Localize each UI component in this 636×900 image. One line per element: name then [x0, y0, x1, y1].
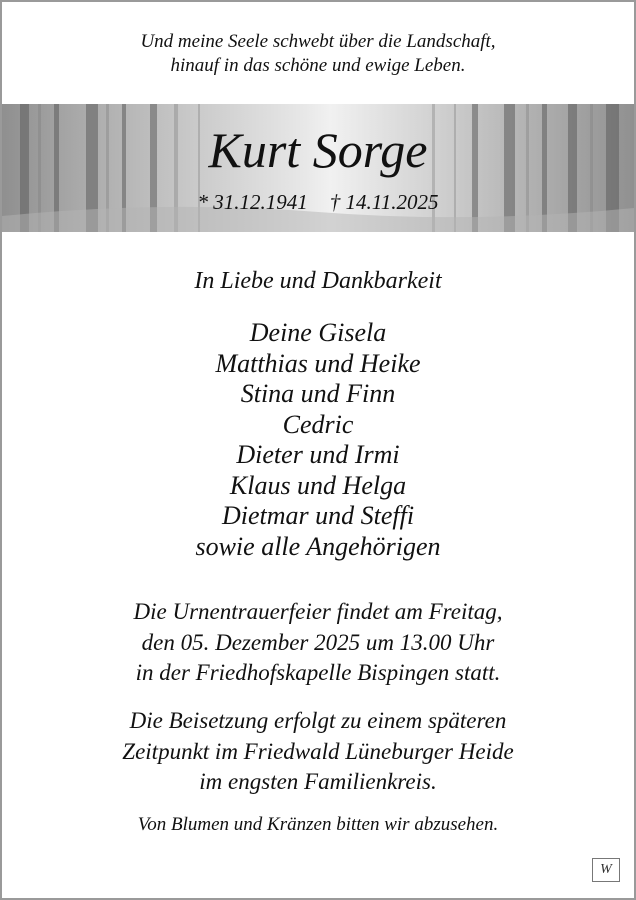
mourner-name: Dietmar und Steffi: [221, 501, 415, 530]
ceremony-line: den 05. Dezember 2025 um 13.00 Uhr: [141, 629, 495, 655]
ceremony-line: in der Friedhofskapelle Bispingen statt.: [135, 660, 501, 685]
mourner-name: Dieter und Irmi: [236, 440, 400, 469]
death-date: † 14.11.2025: [329, 190, 439, 214]
burial-line: Die Beisetzung erfolgt zu einem späteren: [129, 708, 507, 733]
mourner-name: sowie alle Angehörigen: [195, 531, 441, 561]
dedication-line: In Liebe und Dankbarkeit: [194, 268, 442, 294]
mourner-name: Deine Gisela: [249, 318, 387, 347]
life-dates: [0, 188, 636, 216]
flowers-note: Von Blumen und Kränzen bitten wir abzusehen.: [137, 814, 499, 835]
mourner-name: Stina und Finn: [240, 379, 396, 408]
mourners-list: [0, 318, 636, 562]
burial-line: im engsten Familienkreis.: [199, 769, 437, 794]
publisher-logo: W: [592, 858, 620, 882]
ceremony-line: Die Urnentrauerfeier findet am Freitag,: [133, 599, 503, 624]
deceased-name: Kurt Sorge: [208, 122, 428, 178]
burial-line: Zeitpunkt im Friedwald Lüneburger Heide: [122, 738, 514, 764]
mourner-name: Matthias und Heike: [215, 348, 421, 378]
ceremony-announcement: [0, 597, 636, 689]
birth-date: * 31.12.1941: [197, 190, 308, 214]
motto-verse: [0, 30, 636, 78]
burial-announcement: [0, 706, 636, 798]
mourner-name: Klaus und Helga: [229, 470, 407, 500]
motto-line: hinauf in das schöne und ewige Leben.: [170, 55, 466, 76]
motto-line: Und meine Seele schwebt über die Landschaft,: [140, 31, 496, 52]
mourner-name: Cedric: [282, 409, 354, 439]
